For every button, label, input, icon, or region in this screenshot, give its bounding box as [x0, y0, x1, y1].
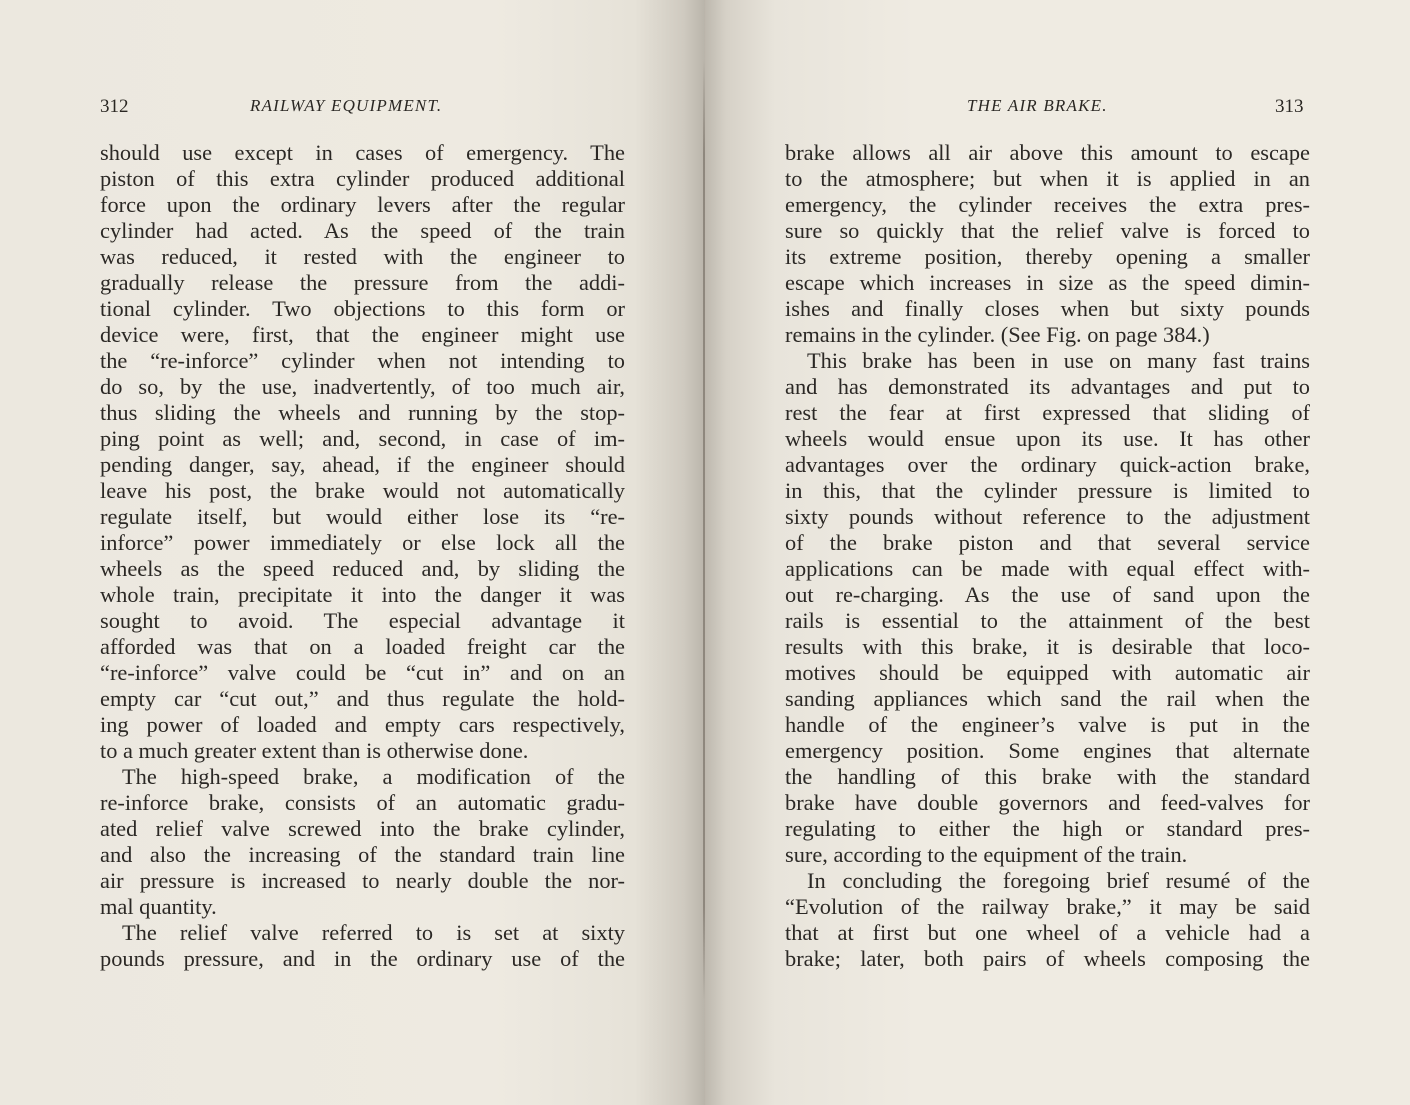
text-line: pending danger, say, ahead, if the engineer should — [100, 452, 625, 477]
text-line: do so, by the use, inadvertently, of too much air, — [100, 374, 625, 399]
text-line: sought to avoid. The especial advantage it — [100, 608, 625, 633]
text-line: gradually release the pressure from the addi- — [100, 270, 625, 295]
text-line: whole train, precipitate it into the danger it was — [100, 582, 625, 607]
text-line: handle of the engineer’s valve is put in the — [785, 712, 1310, 737]
text-line: ated relief valve screwed into the brake cylinder, — [100, 816, 625, 841]
text-line: was reduced, it rested with the engineer to — [100, 244, 625, 269]
text-line: motives should be equipped with automatic air — [785, 660, 1310, 685]
text-line: thus sliding the wheels and running by the stop- — [100, 400, 625, 425]
text-line: ing power of loaded and empty cars respectively, — [100, 712, 625, 737]
text-line: cylinder had acted. As the speed of the train — [100, 218, 625, 243]
text-line: escape which increases in size as the speed dimin- — [785, 270, 1310, 295]
text-line: applications can be made with equal effect with- — [785, 556, 1310, 581]
text-line: pounds pressure, and in the ordinary use of the — [100, 946, 625, 971]
text-line: sure so quickly that the relief valve is forced to — [785, 218, 1310, 243]
text-line: The high-speed brake, a modification of the — [122, 764, 625, 789]
left-page-number: 312 — [100, 96, 129, 117]
text-line: re-inforce brake, consists of an automatic gradu- — [100, 790, 625, 815]
text-line: brake allows all air above this amount to escape — [785, 140, 1310, 165]
text-line: sixty pounds without reference to the adjustment — [785, 504, 1310, 529]
text-line: afforded was that on a loaded freight car the — [100, 634, 625, 659]
text-line: emergency, the cylinder receives the extra pres- — [785, 192, 1310, 217]
text-line: that at first but one wheel of a vehicle had a — [785, 920, 1310, 945]
text-line: regulate itself, but would either lose its “re- — [100, 504, 625, 529]
text-line: ping point as well; and, second, in case of im- — [100, 426, 625, 451]
text-line: empty car “cut out,” and thus regulate the hold- — [100, 686, 625, 711]
text-line: rest the fear at first expressed that sliding of — [785, 400, 1310, 425]
text-line: piston of this extra cylinder produced additional — [100, 166, 625, 191]
text-line: brake have double governors and feed-valves for — [785, 790, 1310, 815]
right-running-head: THE AIR BRAKE. — [967, 96, 1108, 115]
text-line: air pressure is increased to nearly double the nor- — [100, 868, 625, 893]
text-line: regulating to either the high or standard pres- — [785, 816, 1310, 841]
text-line: The relief valve referred to is set at sixty — [122, 920, 625, 945]
text-line: should use except in cases of emergency. The — [100, 140, 625, 165]
text-line: and has demonstrated its advantages and put to — [785, 374, 1310, 399]
text-line: advantages over the ordinary quick-action brake, — [785, 452, 1310, 477]
text-line: device were, first, that the engineer might use — [100, 322, 625, 347]
text-line: leave his post, the brake would not automatically — [100, 478, 625, 503]
text-line: mal quantity. — [100, 894, 217, 919]
left-running-head: RAILWAY EQUIPMENT. — [250, 96, 443, 115]
text-line: sure, according to the equipment of the train. — [785, 842, 1188, 867]
text-line: to the atmosphere; but when it is applied in an — [785, 166, 1310, 191]
text-line: its extreme position, thereby opening a smaller — [785, 244, 1310, 269]
text-line: in this, that the cylinder pressure is limited to — [785, 478, 1310, 503]
text-line: out re-charging. As the use of sand upon the — [785, 582, 1310, 607]
text-line: ishes and finally closes when but sixty pounds — [785, 296, 1310, 321]
text-line: wheels would ensue upon its use. It has other — [785, 426, 1310, 451]
text-line: brake; later, both pairs of wheels composing the — [785, 946, 1310, 971]
text-line: This brake has been in use on many fast trains — [807, 348, 1310, 373]
right-body-text — [785, 140, 1310, 972]
text-line: the handling of this brake with the standard — [785, 764, 1310, 789]
text-line: of the brake piston and that several service — [785, 530, 1310, 555]
text-line: sanding appliances which sand the rail when the — [785, 686, 1310, 711]
right-page-number: 313 — [1275, 96, 1304, 117]
text-line: to a much greater extent than is otherwise done. — [100, 738, 529, 763]
text-line: “re-inforce” valve could be “cut in” and on an — [100, 660, 625, 685]
right-page — [705, 0, 1410, 1105]
text-line: inforce” power immediately or else lock all the — [100, 530, 625, 555]
book-gutter — [703, 60, 705, 1000]
text-line: force upon the ordinary levers after the regular — [100, 192, 625, 217]
left-body-text — [100, 140, 625, 972]
text-line: and also the increasing of the standard train line — [100, 842, 625, 867]
text-line: wheels as the speed reduced and, by sliding the — [100, 556, 625, 581]
text-line: emergency position. Some engines that alternate — [785, 738, 1310, 763]
text-line: rails is essential to the attainment of the best — [785, 608, 1310, 633]
text-line: results with this brake, it is desirable that loco- — [785, 634, 1310, 659]
text-line: remains in the cylinder. (See Fig. on page 384.) — [785, 322, 1210, 347]
text-line: tional cylinder. Two objections to this form or — [100, 296, 625, 321]
text-line: In concluding the foregoing brief resumé of the — [807, 868, 1310, 893]
text-line: “Evolution of the railway brake,” it may be said — [785, 894, 1310, 919]
text-line: the “re-inforce” cylinder when not intending to — [100, 348, 625, 373]
